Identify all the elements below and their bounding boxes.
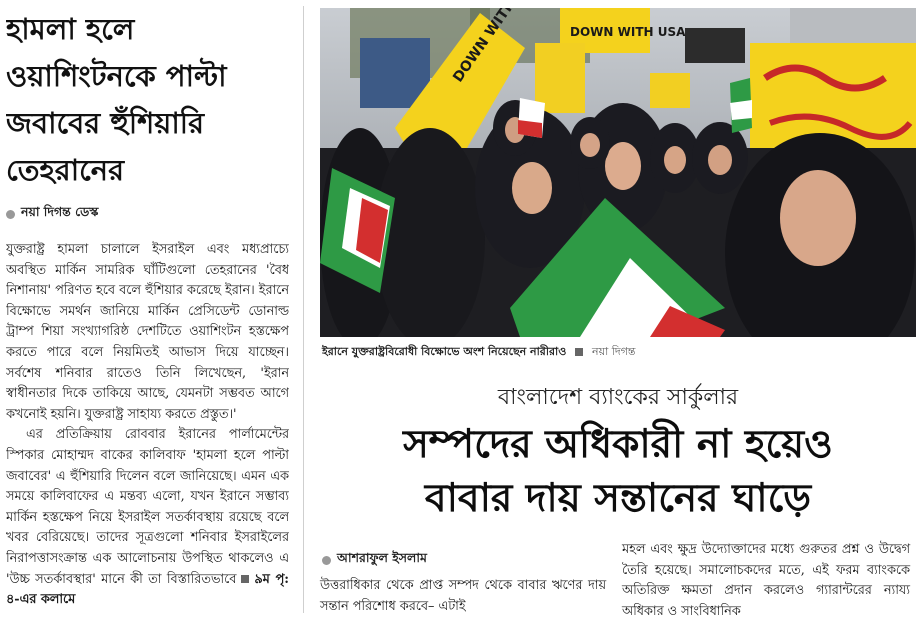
left-article xyxy=(6,6,289,613)
main-article-body-col1: উত্তরাধিকার থেকে প্রাপ্ত সম্পদ থেকে বাবার ঋণের দায় সন্তান পরিশোধ করবে– এটাই xyxy=(320,578,606,614)
protest-photo[interactable] xyxy=(320,8,916,337)
bullet-icon xyxy=(6,210,15,219)
main-article-byline xyxy=(322,550,427,570)
square-bullet-icon xyxy=(241,575,249,583)
caption-text: ইরানে যুক্তরাষ্ট্রবিরোধী বিক্ষোভে অংশ নিয়েছেন নারীরাও xyxy=(322,345,567,358)
left-article-body xyxy=(6,240,289,611)
byline-text: আশরাফুল ইসলাম xyxy=(337,550,427,565)
column-divider xyxy=(303,6,304,613)
main-article-body-col2: মহল এবং ক্ষুদ্র উদ্যোক্তাদের মধ্যে গুরুতর প্রশ্ন ও উদ্বেগ তৈরি হয়েছে। সমালোচকদের মতে, এই ফরম ব্যাংককে অতিরিক্ত ক্ষমতা প্রদান করলেও গ্যারান্টরের ন্যায্য অধিকার ও সাংবিধানিক xyxy=(622,542,910,619)
byline-text: নয়া দিগন্ত ডেস্ক xyxy=(21,204,99,219)
square-bullet-icon xyxy=(575,348,583,356)
photo-illustration xyxy=(320,8,916,337)
headline-line: বাবার দায় সন্তানের ঘাড়ে xyxy=(424,476,812,521)
headline-line: সম্পদের অধিকারী না হয়েও xyxy=(403,422,833,467)
main-article-headline[interactable] xyxy=(320,418,916,526)
paragraph: এর প্রতিক্রিয়ায় রোববার ইরানের পার্লামেন্টের স্পিকার মোহাম্মদ বাকের কালিবাফ 'হামলা হলে পাল্টা জবাবের' এ হুঁশিয়ারি দিলেন বলে জানিয়েছে। এমন এক সময়ে কালিবাফের এ মন্তব্য এলো, যখন ইরানে সম্ভাব্য মার্কিন হস্তক্ষেপ নিয়ে ইসরাইল সতর্কাবস্থায় রয়েছে বলে খবর বেরিয়েছে। তাদের সূত্রগুলো শনিবার ইসরাইলের নিরাপত্তাসংক্রান্ত এক আলোচনায় উপস্থিত থাকলেও এ 'উচ্চ সতর্কাবস্থার' মানে কী তা বিস্তারিতভাবে xyxy=(6,427,289,587)
photo-credit: নয়া দিগন্ত xyxy=(592,345,636,358)
left-article-byline xyxy=(6,204,289,224)
bullet-icon xyxy=(322,556,331,565)
paragraph: যুক্তরাষ্ট্র হামলা চালালে ইসরাইল এবং মধ্যপ্রাচ্যে অবস্থিত মার্কিন সামরিক ঘাঁটিগুলো তেহরানের 'বৈধ নিশানায়' পরিণত হবে বলে হুঁশিয়ার করেছে ইরান। ইরানে বিক্ষোভে সমর্থন জানিয়ে মার্কিন প্রেসিডেন্ট ডোনাল্ড ট্রাম্প শিয়া সংখ্যাগরিষ্ঠ দেশটিতে ওয়াশিংটন হস্তক্ষেপ করতে পারে বলে নিয়মিতই আভাস দিয়ে যাচ্ছেন। সর্বশেষ শনিবার রাতেও তিনি লিখেছেন, 'ইরান স্বাধীনতার দিকে তাকিয়ে আছে, যেমনটা সম্ভবত আগে কখনোই হয়নি। যুক্তরাষ্ট্র সাহায্য করতে প্রস্তুত।' xyxy=(6,242,289,422)
continued-link[interactable]: ৯ম পৃ: ৪-এর কলামে xyxy=(6,571,289,608)
sign-text: DOWN WITH USA xyxy=(570,25,686,39)
photo-caption xyxy=(322,343,635,362)
sign-text: DOWN WITH xyxy=(450,8,520,86)
main-article-kicker: বাংলাদেশ ব্যাংকের সার্কুলার xyxy=(497,385,739,410)
left-article-headline[interactable]: হামলা হলে ওয়াশিংটনকে পাল্টা জবাবের হুঁশিয়ারি তেহরানের xyxy=(6,12,227,187)
